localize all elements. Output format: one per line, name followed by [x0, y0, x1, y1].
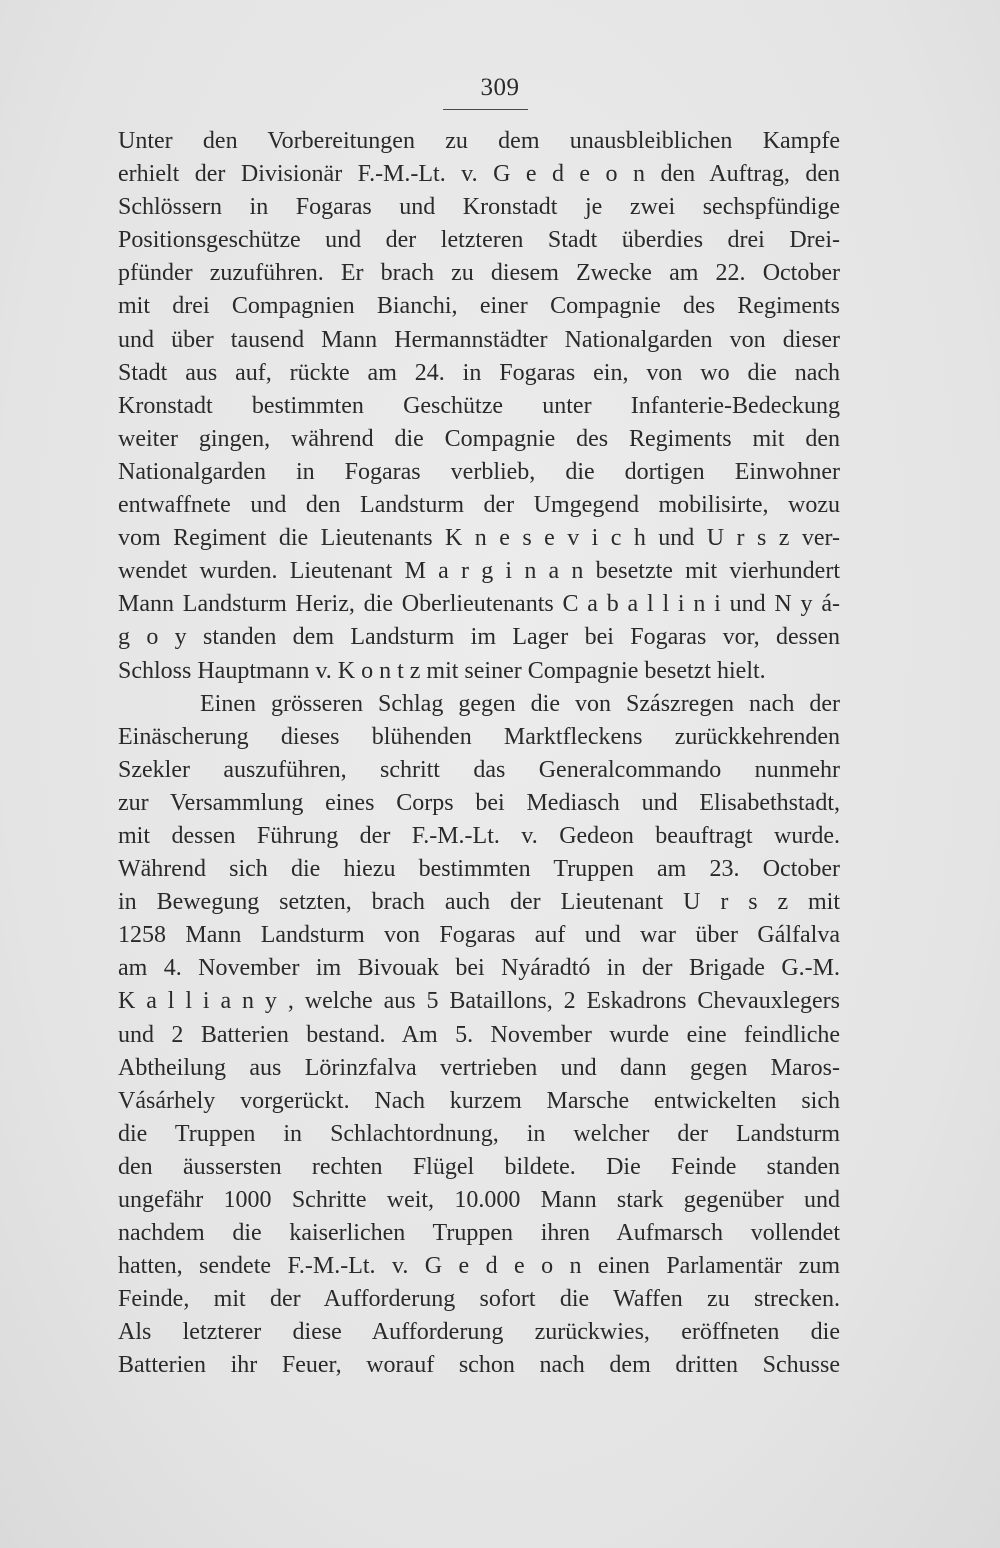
text-line: Unter den Vorbereitungen zu dem unausbleiblichen Kampfe	[118, 128, 840, 154]
text-line: weiter gingen, während die Compagnie des Regiments mit den	[118, 425, 840, 452]
text-line: erhielt der Divisionär F.-M.-Lt. v. G e d e o n den Auftrag, den	[118, 161, 840, 188]
text-line-paragraph-start: Einen grösseren Schlag gegen die von Szászregen nach der	[200, 690, 840, 717]
text-line: Feinde, mit der Aufforderung sofort die Waffen zu strecken.	[118, 1286, 840, 1313]
text-line: Nationalgarden in Fogaras verblieb, die dortigen Einwohner	[118, 458, 840, 485]
text-line: und über tausend Mann Hermannstädter Nationalgarden von dieser	[118, 326, 840, 353]
text-line: wendet wurden. Lieutenant M a r g i n a n besetzte mit vierhundert	[118, 558, 840, 585]
page-number: 309	[480, 74, 520, 101]
text-line: Schlössern in Fogaras und Kronstadt je zwei sechspfündige	[118, 194, 840, 221]
text-line: zur Versammlung eines Corps bei Mediasch und Elisabethstadt,	[118, 789, 840, 816]
text-line: Batterien ihr Feuer, worauf schon nach dem dritten Schusse	[118, 1352, 840, 1379]
text-line: Mann Landsturm Heriz, die Oberlieutenants C a b a l l i n i und N y á-	[118, 591, 840, 618]
text-line: Vásárhely vorgerückt. Nach kurzem Marsche entwickelten sich	[118, 1087, 840, 1114]
text-line: Positionsgeschütze und der letzteren Stadt überdies drei Drei-	[118, 227, 840, 254]
text-line: entwaffnete und den Landsturm der Umgegend mobilisirte, wozu	[118, 492, 840, 519]
text-line: ungefähr 1000 Schritte weit, 10.000 Mann stark gegenüber und	[118, 1187, 840, 1213]
text-line: 1258 Mann Landsturm von Fogaras auf und war über Gálfalva	[118, 922, 840, 949]
text-line: und 2 Batterien bestand. Am 5. November wurde eine feindliche	[118, 1021, 840, 1048]
text-line: am 4. November im Bivouak bei Nyáradtó in der Brigade G.-M.	[118, 955, 840, 982]
text-line: vom Regiment die Lieutenants K n e s e v i c h und U r s z ver-	[118, 525, 840, 552]
text-line: Während sich die hiezu bestimmten Truppen am 23. October	[118, 856, 840, 883]
page-text	[118, 125, 840, 1383]
text-line: Als letzterer diese Aufforderung zurückwies, eröffneten die	[118, 1319, 840, 1346]
text-line: mit dessen Führung der F.-M.-Lt. v. Gedeon beauftragt wurde.	[118, 822, 840, 849]
text-line: Einäscherung dieses blühenden Marktfleckens zurückkehrenden	[118, 723, 840, 750]
text-line: K a l l i a n y , welche aus 5 Bataillons, 2 Eskadrons Chevauxlegers	[118, 988, 840, 1015]
text-line: Kronstadt bestimmten Geschütze unter Infanterie-Bedeckung	[118, 392, 840, 419]
text-line: in Bewegung setzten, brach auch der Lieutenant U r s z mit	[118, 889, 840, 916]
text-line: die Truppen in Schlachtordnung, in welcher der Landsturm	[118, 1120, 840, 1147]
text-line: Abtheilung aus Lörinzfalva vertrieben und dann gegen Maros-	[118, 1054, 840, 1081]
text-line: nachdem die kaiserlichen Truppen ihren Aufmarsch vollendet	[118, 1220, 840, 1247]
text-line: hatten, sendete F.-M.-Lt. v. G e d e o n einen Parlamentär zum	[118, 1253, 840, 1280]
text-line-paragraph-end: Schloss Hauptmann v. K o n t z mit seiner Compagnie besetzt hielt.	[118, 657, 766, 684]
text-line: Stadt aus auf, rückte am 24. in Fogaras ein, von wo die nach	[118, 359, 840, 386]
text-line: pfünder zuzuführen. Er brach zu diesem Zwecke am 22. October	[118, 260, 840, 287]
text-line: mit drei Compagnien Bianchi, einer Compagnie des Regiments	[118, 293, 840, 320]
page-number-rule	[443, 109, 528, 110]
text-line: Szekler auszuführen, schritt das Generalcommando nunmehr	[118, 756, 840, 783]
text-line: g o y standen dem Landsturm im Lager bei Fogaras vor, dessen	[118, 624, 840, 651]
text-line: den äussersten rechten Flügel bildete. Die Feinde standen	[118, 1153, 840, 1180]
